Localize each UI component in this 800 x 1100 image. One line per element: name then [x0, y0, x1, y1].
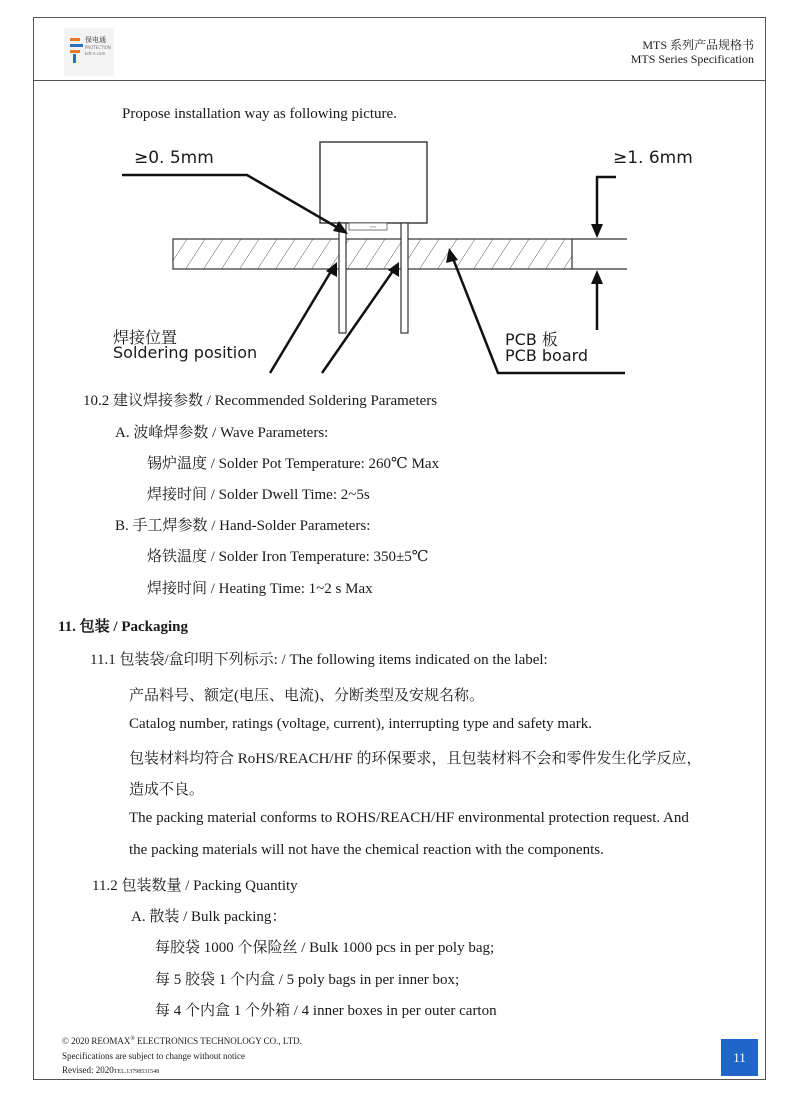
packing-material-en-2: the packing materials will not have the chemical reaction with the components. [129, 842, 604, 858]
thickness-arrow-top [597, 177, 616, 232]
section-11-2-heading: 11.2 包装数量 / Packing Quantity [92, 878, 298, 894]
copyright-rest: ELECTRONICS TECHNOLOGY CO., LTD. [134, 1036, 302, 1046]
solder-dwell-time: 焊接时间 / Solder Dwell Time: 2~5s [147, 487, 370, 503]
revised-year: Revised: 2020 [62, 1065, 114, 1075]
packing-material-cn-2: 造成不良。 [129, 782, 205, 798]
thickness-label: ≥1. 6mm [613, 148, 693, 168]
solder-pot-temp: 锡炉温度 / Solder Pot Temperature: 260℃ Max [147, 456, 440, 472]
bulk-qty-3: 每 4 个内盒 1 个外箱 / 4 inner boxes in per outer carton [155, 1003, 497, 1019]
fuse-marking: MTS [370, 225, 377, 229]
footer-notice: Specifications are subject to change without notice [62, 1051, 245, 1061]
registered-mark: ® [130, 1036, 135, 1042]
packing-material-en-1: The packing material conforms to ROHS/REACH/HF environmental protection request. And [129, 810, 689, 826]
pcb-label-en: PCB board [505, 346, 589, 365]
gap-leader [122, 175, 345, 232]
label-items-cn: 产品料号、额定(电压、电流)、分断类型及安规名称。 [129, 688, 484, 704]
header-title-en: MTS Series Specification [630, 52, 754, 66]
pcb-label-cn: PCB 板 [505, 330, 558, 349]
bulk-qty-1: 每胶袋 1000 个保险丝 / Bulk 1000 pcs in per poly bag; [155, 940, 495, 956]
footer-copyright [62, 1036, 302, 1046]
heating-time: 焊接时间 / Heating Time: 1~2 s Max [147, 581, 373, 597]
pcb-board [173, 239, 572, 269]
gap-label: ≥0. 5mm [134, 148, 214, 168]
copyright-company: © 2020 REOMAX [62, 1036, 131, 1046]
logo-text-cn: 保电通 [85, 36, 106, 44]
intro-text: Propose installation way as following picture. [122, 106, 397, 122]
section-10-2-heading: 10.2 建议焊接参数 / Recommended Soldering Parameters [83, 393, 438, 409]
logo-text-en: PROTECTION [85, 45, 111, 50]
fuse-body [320, 142, 427, 223]
section-11-heading: 11. 包装 / Packaging [58, 619, 189, 635]
bulk-qty-2: 每 5 胶袋 1 个内盒 / 5 poly bags in per inner box; [155, 972, 460, 988]
fuse-lead-right [401, 223, 408, 333]
standoff-marker [349, 223, 387, 230]
solder-arrow-right [322, 268, 395, 373]
bulk-packing-title: A. 散装 / Bulk packing： [131, 909, 287, 925]
fuse-lead-left [339, 223, 346, 333]
solder-arrow-left [270, 268, 333, 373]
hand-solder-title: B. 手工焊参数 / Hand-Solder Parameters: [115, 518, 371, 534]
wave-params-title: A. 波峰焊参数 / Wave Parameters: [115, 425, 329, 441]
label-items-en: Catalog number, ratings (voltage, current), interrupting type and safety mark. [129, 716, 593, 732]
solder-label-en: Soldering position [113, 343, 258, 362]
solder-iron-temp: 烙铁温度 / Solder Iron Temperature: 350±5℃ [147, 549, 429, 565]
solder-label-cn: 焊接位置 [113, 328, 178, 347]
logo-url: bdt-e.com [85, 51, 106, 56]
header-divider [33, 80, 766, 81]
section-11-1-heading: 11.1 包装袋/盒印明下列标示: / The following items indicated on the label: [90, 652, 548, 668]
page-number: 11 [721, 1039, 758, 1076]
packing-material-cn-1: 包装材料均符合 RoHS/REACH/HF 的环保要求，且包装材料不会和零件发生化学反应， [129, 751, 702, 767]
header-title-cn: MTS 系列产品规格书 [642, 38, 754, 52]
footer-tel: TEL.13798531548 [113, 1069, 160, 1075]
footer-revised [62, 1065, 159, 1075]
